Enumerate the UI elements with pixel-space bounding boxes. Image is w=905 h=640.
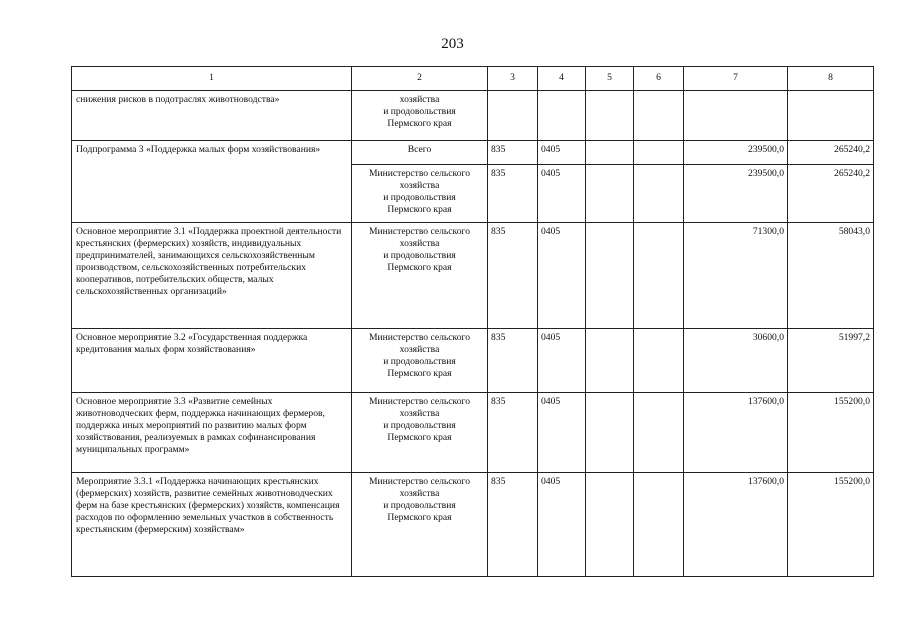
column-header: 8 xyxy=(788,67,874,91)
col6-cell xyxy=(634,91,684,141)
col3-cell xyxy=(488,91,538,141)
executor-cell: Министерство сельского хозяйства и продовольствия Пермского края xyxy=(352,393,488,473)
col4-cell: 0405 xyxy=(538,393,586,473)
col4-cell: 0405 xyxy=(538,223,586,329)
col8-cell: 155200,0 xyxy=(788,393,874,473)
executor-cell: Всего xyxy=(352,141,488,165)
col8-cell: 265240,2 xyxy=(788,141,874,165)
col8-cell xyxy=(788,91,874,141)
col5-cell xyxy=(586,91,634,141)
col6-cell xyxy=(634,141,684,165)
col7-cell: 239500,0 xyxy=(684,165,788,223)
col4-cell: 0405 xyxy=(538,473,586,577)
table-row xyxy=(72,329,874,393)
col7-cell: 239500,0 xyxy=(684,141,788,165)
col5-cell xyxy=(586,165,634,223)
executor-cell: Министерство сельского хозяйства и продовольствия Пермского края xyxy=(352,329,488,393)
col3-cell: 835 xyxy=(488,141,538,165)
col5-cell xyxy=(586,141,634,165)
executor-cell: хозяйства и продовольствия Пермского края xyxy=(352,91,488,141)
column-header: 1 xyxy=(72,67,352,91)
col6-cell xyxy=(634,329,684,393)
col6-cell xyxy=(634,165,684,223)
col4-cell: 0405 xyxy=(538,165,586,223)
table-row xyxy=(72,473,874,577)
col3-cell: 835 xyxy=(488,165,538,223)
col8-cell: 58043,0 xyxy=(788,223,874,329)
col3-cell: 835 xyxy=(488,473,538,577)
col8-cell: 155200,0 xyxy=(788,473,874,577)
column-header: 2 xyxy=(352,67,488,91)
program-name-cell: снижения рисков в подотраслях животноводства» xyxy=(72,91,352,141)
col6-cell xyxy=(634,473,684,577)
col7-cell: 137600,0 xyxy=(684,393,788,473)
program-name-cell: Основное мероприятие 3.3 «Развитие семейных животноводческих ферм, поддержка начинающих фермеров, поддержка иных мероприятий по развитию малых форм хозяйствования, реализуемых в рамках софинансирования муниципальных программ» xyxy=(72,393,352,473)
col5-cell xyxy=(586,473,634,577)
col3-cell: 835 xyxy=(488,393,538,473)
col5-cell xyxy=(586,329,634,393)
column-header: 7 xyxy=(684,67,788,91)
col3-cell: 835 xyxy=(488,329,538,393)
column-header: 6 xyxy=(634,67,684,91)
col8-cell: 51997,2 xyxy=(788,329,874,393)
col6-cell xyxy=(634,393,684,473)
table-row xyxy=(72,91,874,141)
column-header: 5 xyxy=(586,67,634,91)
executor-cell: Министерство сельского хозяйства и продовольствия Пермского края xyxy=(352,473,488,577)
column-number-row xyxy=(72,67,874,91)
executor-cell: Министерство сельского хозяйства и продовольствия Пермского края xyxy=(352,223,488,329)
col4-cell: 0405 xyxy=(538,141,586,165)
program-name-cell: Мероприятие 3.3.1 «Поддержка начинающих крестьянских (фермерских) хозяйств, развитие семейных животноводческих ферм на базе крестьянских (фермерских) хозяйств, компенсация расходов по оформлению земельных участков в собственность крестьянским (фермерским) хозяйствам» xyxy=(72,473,352,577)
program-name-cell: Подпрограмма 3 «Поддержка малых форм хозяйствования» xyxy=(72,141,352,223)
col8-cell: 265240,2 xyxy=(788,165,874,223)
col4-cell xyxy=(538,91,586,141)
col3-cell: 835 xyxy=(488,223,538,329)
col6-cell xyxy=(634,223,684,329)
table-row xyxy=(72,223,874,329)
column-header: 4 xyxy=(538,67,586,91)
col5-cell xyxy=(586,223,634,329)
table-row xyxy=(72,141,874,165)
col7-cell: 71300,0 xyxy=(684,223,788,329)
column-header: 3 xyxy=(488,67,538,91)
table-row xyxy=(72,393,874,473)
budget-table xyxy=(71,66,874,577)
col5-cell xyxy=(586,393,634,473)
program-name-cell: Основное мероприятие 3.1 «Поддержка проектной деятельности крестьянских (фермерских) хозяйств, индивидуальных предпринимателей, занимающихся сельскохозяйственным производством, сельскохозяйственных потребительских кооперативов, потребительских обществ, малых сельскохозяйственных организаций» xyxy=(72,223,352,329)
col4-cell: 0405 xyxy=(538,329,586,393)
col7-cell xyxy=(684,91,788,141)
col7-cell: 137600,0 xyxy=(684,473,788,577)
program-name-cell: Основное мероприятие 3.2 «Государственная поддержка кредитования малых форм хозяйствования» xyxy=(72,329,352,393)
page-number: 203 xyxy=(441,36,464,52)
col7-cell: 30600,0 xyxy=(684,329,788,393)
executor-cell: Министерство сельского хозяйства и продовольствия Пермского края xyxy=(352,165,488,223)
